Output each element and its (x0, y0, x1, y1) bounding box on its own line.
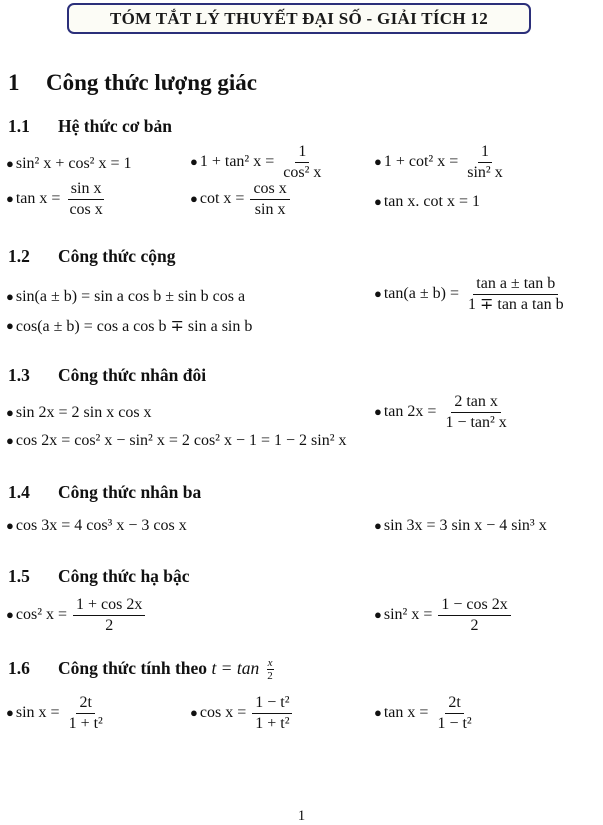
formula-text: tan x = (15, 190, 61, 208)
bullet-icon: ● (6, 191, 14, 207)
fraction-denominator: cos x (69, 200, 103, 218)
fraction-denominator: 2 (470, 616, 479, 634)
formula-cot-def (190, 180, 290, 218)
formula-text: sin x = (15, 704, 60, 722)
formula-text: tan 2x = (383, 403, 437, 421)
fraction-denominator: 2 (105, 616, 114, 634)
title-fraction (267, 658, 274, 682)
fraction-denominator: 1 − tan² x (445, 413, 507, 431)
fraction-numerator: 2t (445, 694, 463, 714)
formula-text: cos x = (199, 704, 247, 722)
formula-tan-sum (374, 275, 567, 313)
subsection-heading-1-5 (8, 566, 190, 587)
subsection-title: Hệ thức cơ bản (58, 116, 173, 136)
fraction (465, 275, 567, 313)
formula-cos-sum (6, 316, 252, 336)
fraction-denominator: sin x (254, 200, 286, 218)
fraction-denominator: cos² x (283, 163, 322, 181)
fraction-numerator: x (267, 657, 273, 669)
formula-cos-t (190, 694, 292, 732)
formula-tan-def (6, 180, 106, 218)
bullet-icon: ● (374, 607, 382, 623)
bullet-icon: ● (6, 607, 14, 623)
formula-cos-double (6, 432, 347, 450)
formula-text: sin 2x = 2 sin x cos x (15, 404, 152, 421)
subsection-number: 1.4 (8, 482, 30, 502)
formula-text: cos 2x = cos² x − sin² x = 2 cos² x − 1 = 1 − 2 sin² x (15, 432, 347, 449)
bullet-icon: ● (6, 289, 14, 304)
bullet-icon: ● (190, 154, 198, 170)
section-number: 1 (8, 70, 20, 95)
fraction-denominator: sin² x (467, 163, 503, 181)
document-title-box (67, 3, 531, 34)
section-title: Công thức lượng giác (46, 70, 257, 95)
fraction-numerator: 1 (478, 143, 492, 163)
fraction-numerator: 1 + cos 2x (73, 596, 145, 616)
fraction (438, 596, 510, 634)
subsection-heading-1-1 (8, 116, 172, 137)
formula-text: sin² x = (383, 606, 433, 624)
bullet-icon: ● (6, 405, 14, 420)
fraction (442, 393, 509, 431)
formula-tan-identity (190, 143, 324, 181)
subsection-number: 1.6 (8, 658, 30, 679)
subsection-number: 1.2 (8, 246, 30, 266)
bullet-icon: ● (6, 518, 14, 533)
bullet-icon: ● (6, 705, 14, 721)
bullet-icon: ● (6, 318, 14, 333)
fraction-denominator: 1 + t² (255, 714, 290, 732)
formula-text: tan(a ± b) = (383, 285, 459, 303)
fraction-numerator: 1 (295, 143, 309, 163)
formula-sin-power-reduction (374, 596, 511, 634)
subsection-number: 1.3 (8, 365, 30, 385)
bullet-icon: ● (374, 194, 382, 209)
subsection-number: 1.1 (8, 116, 30, 136)
formula-text: tan x. cot x = 1 (383, 193, 480, 210)
bullet-icon: ● (6, 433, 14, 448)
fraction-numerator: 1 − cos 2x (438, 596, 510, 616)
formula-tan-double (374, 393, 510, 431)
fraction-denominator: 1 + t² (68, 714, 103, 732)
subsection-title: Công thức nhân ba (58, 482, 202, 502)
subsection-title: Công thức hạ bậc (58, 566, 190, 586)
bullet-icon: ● (374, 518, 382, 533)
formula-text: tan x = (383, 704, 429, 722)
formula-text: cos² x = (15, 606, 68, 624)
fraction-numerator: sin x (68, 180, 105, 200)
formula-tan-cot-product (374, 193, 480, 211)
page-number: 1 (297, 808, 306, 824)
formula-sin-triple (374, 517, 547, 535)
fraction-numerator: tan a ± tan b (473, 275, 558, 295)
formula-text: 1 + cot² x = (383, 153, 459, 171)
subsection-heading-1-4 (8, 482, 201, 503)
fraction-numerator: cos x (250, 180, 289, 200)
formula-text: sin 3x = 3 sin x − 4 sin³ x (383, 517, 547, 534)
fraction-numerator: 2t (76, 694, 94, 714)
formula-tan-t (374, 694, 475, 732)
bullet-icon: ● (374, 705, 382, 721)
formula-cos-power-reduction (6, 596, 145, 634)
formula-text: cot x = (199, 190, 245, 208)
subsection-heading-1-3 (8, 365, 206, 386)
formula-text: 1 + tan² x = (199, 153, 275, 171)
document-title: TÓM TẮT LÝ THUYẾT ĐẠI SỐ - GIẢI TÍCH 12 (109, 8, 489, 28)
formula-sin-double (6, 404, 152, 422)
fraction (252, 694, 292, 732)
subsection-heading-1-6 (8, 658, 274, 682)
subsection-heading-1-2 (8, 246, 175, 267)
fraction (280, 143, 324, 181)
bullet-icon: ● (6, 156, 14, 171)
formula-sin-t (6, 694, 106, 732)
bullet-icon: ● (374, 286, 382, 302)
fraction-denominator: 1 ∓ tan a tan b (467, 295, 564, 313)
fraction (73, 596, 145, 634)
section-heading (8, 70, 257, 96)
formula-cot-identity (374, 143, 506, 181)
subsection-number: 1.5 (8, 566, 30, 586)
bullet-icon: ● (190, 705, 198, 721)
bullet-icon: ● (374, 404, 382, 420)
formula-text: sin² x + cos² x = 1 (15, 155, 132, 172)
bullet-icon: ● (374, 154, 382, 170)
fraction (66, 180, 105, 218)
formula-cos-triple (6, 517, 187, 535)
subsection-title-math: t = tan (211, 658, 260, 679)
bullet-icon: ● (190, 191, 198, 207)
fraction (434, 694, 474, 732)
fraction (250, 180, 289, 218)
fraction-numerator: 2 tan x (451, 393, 501, 413)
fraction-denominator: 1 − t² (437, 714, 472, 732)
fraction (464, 143, 505, 181)
fraction (66, 694, 106, 732)
formula-sin-sum (6, 288, 245, 306)
fraction-numerator: 1 − t² (252, 694, 292, 714)
formula-text: cos(a ± b) = cos a cos b ∓ sin a sin b (15, 318, 253, 335)
subsection-title: Công thức cộng (58, 246, 176, 266)
formula-text: sin(a ± b) = sin a cos b ± sin b cos a (15, 288, 246, 305)
formula-text: cos 3x = 4 cos³ x − 3 cos x (15, 517, 187, 534)
formula-pythagorean (6, 155, 132, 173)
subsection-title: Công thức tính theo (58, 658, 208, 679)
subsection-title: Công thức nhân đôi (58, 365, 207, 385)
fraction-denominator: 2 (267, 670, 273, 682)
